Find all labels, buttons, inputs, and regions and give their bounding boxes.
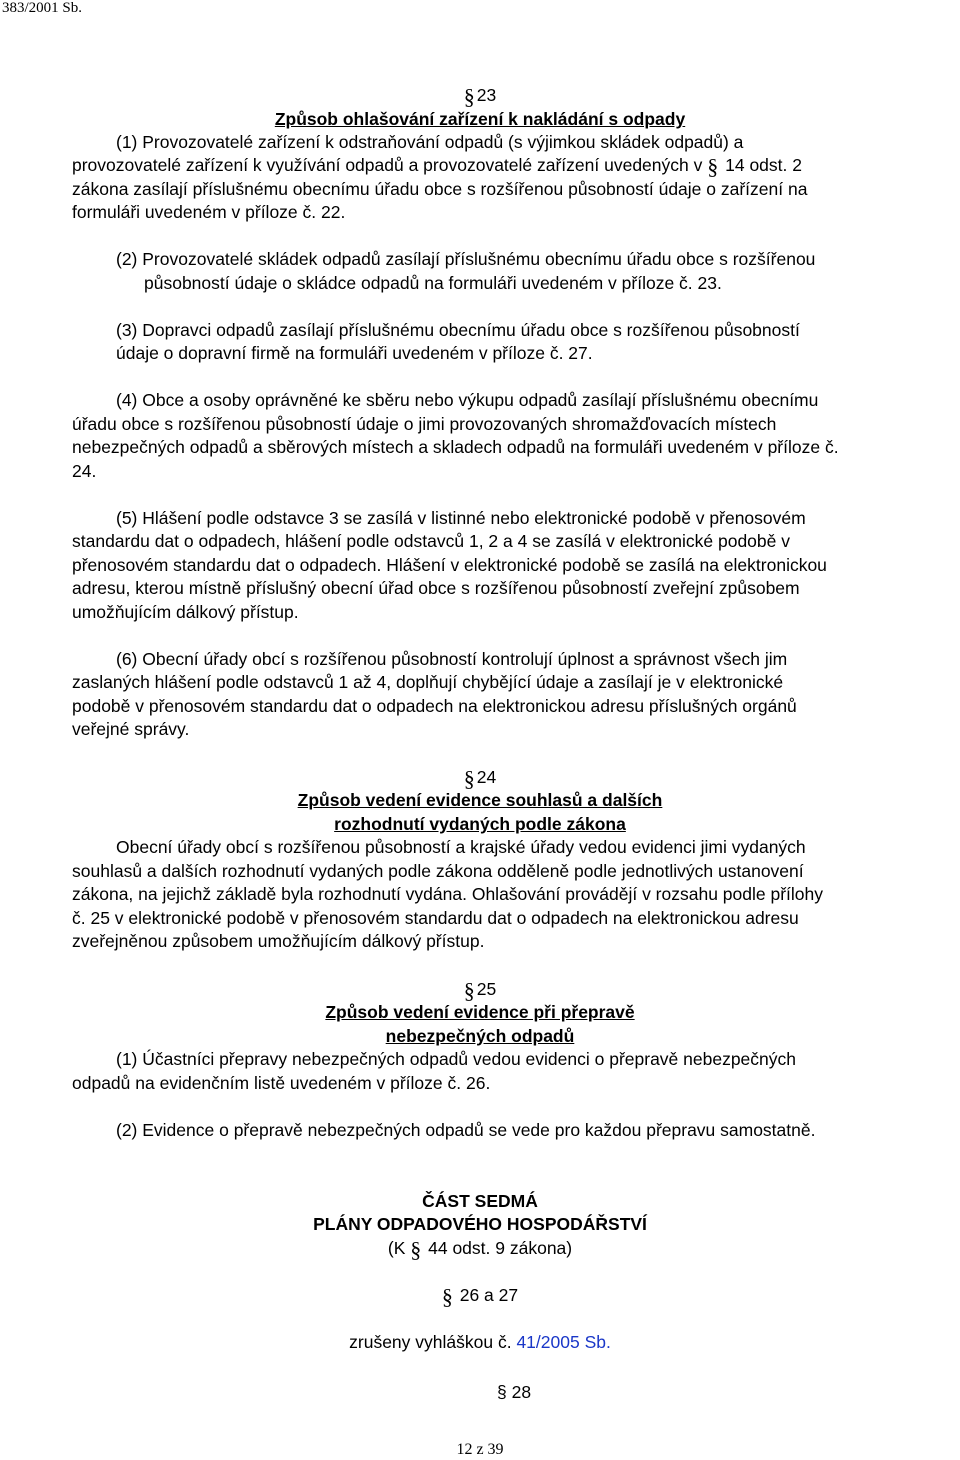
s23-p5-line: standardu dat o odpadech, hlášení podle odstavců 1, 2 a 4 se zasílá v elektronické podobě v <box>72 531 790 551</box>
s23-p6-line: zaslaných hlášení podle odstavců 1 až 4, doplňují chybějící údaje a zasílají je v elektronické <box>72 672 784 692</box>
section-24-title: rozhodnutí vydaných podle zákona <box>334 814 626 834</box>
repealed-sections: § 26 a 27 <box>441 1284 519 1309</box>
s25-p1-line: (1) Účastníci přepravy nebezpečných odpadů vedou evidenci o přepravě nebezpečných <box>116 1049 797 1069</box>
s23-p5-line: umožňujícím dálkový přístup. <box>72 602 299 622</box>
section-symbol: § <box>410 1237 422 1262</box>
s24-body-line: zákona, na jejichž základě byla rozhodnutí vydána. Ohlašování provádějí v rozsahu podle přílohy <box>72 884 824 904</box>
s23-p5-line: přenosovém standardu dat o odpadech. Hlášení v elektronické podobě se zasílá na elektronickou <box>72 555 827 575</box>
section-23-title: Způsob ohlašování zařízení k nakládání s odpady <box>274 109 686 129</box>
part-title: PLÁNY ODPADOVÉHO HOSPODÁŘSTVÍ <box>313 1214 647 1234</box>
s23-p4-line: 24. <box>72 461 97 481</box>
repealing-decree-link[interactable]: 41/2005 Sb. <box>516 1332 611 1352</box>
s24-body-line: Obecní úřady obcí s rozšířenou působností a krajské úřady vedou evidenci jimi vydaných <box>116 837 806 857</box>
s24-body-line: souhlasů a dalších rozhodnutí vydaných podle zákona odděleně podle jednotlivých ustanovení <box>72 861 804 881</box>
part-heading: ČÁST SEDMÁ <box>422 1191 538 1211</box>
s23-p2-line: působností údaje o skládce odpadů na formuláři uvedeném v příloze č. 23. <box>144 273 722 293</box>
section-25-number: § 25 <box>463 978 497 1003</box>
s23-p6-line: podobě v přenosovém standardu dat o odpadech na elektronickou adresu příslušných orgánů <box>72 696 797 716</box>
s23-p1-line: provozovatelé zařízení k využívání odpadů a provozovatelé zařízení uvedených v § 14 odst. 2 <box>72 154 802 179</box>
section-24-title: Způsob vedení evidence souhlasů a dalších <box>297 790 663 810</box>
s23-p2-line: (2) Provozovatelé skládek odpadů zasílají příslušnému obecnímu úřadu obce s rozšířenou <box>116 249 816 269</box>
s23-p6-line: (6) Obecní úřady obcí s rozšířenou působností kontrolují úplnost a správnost všech jim <box>116 649 788 669</box>
section-symbol: § <box>463 766 475 791</box>
s23-p5-line: (5) Hlášení podle odstavce 3 se zasílá v listinné nebo elektronické podobě v přenosovém <box>116 508 806 528</box>
page-number: 12 z 39 <box>456 1441 504 1458</box>
section-24-number: § 24 <box>463 766 497 791</box>
section-symbol: § <box>463 978 475 1003</box>
part-law-reference: (K § 44 odst. 9 zákona) <box>387 1237 573 1262</box>
s23-p5-line: adresu, kterou místně příslušný obecní úřad obce s rozšířenou působností zveřejní způsobem <box>72 578 800 598</box>
section-symbol: § <box>707 154 719 179</box>
s23-p3-line: (3) Dopravci odpadů zasílají příslušnému obecnímu úřadu obce s rozšířenou působností <box>116 320 800 340</box>
s25-p2-line: (2) Evidence o přepravě nebezpečných odpadů se vede pro každou přepravu samostatně. <box>116 1120 816 1140</box>
s23-p4-line: nebezpečných odpadů a sběrových místech a skladech odpadů na formuláři uvedeném v příloze č. <box>72 437 839 457</box>
s23-p3-line: údaje o dopravní firmě na formuláři uvedeném v příloze č. 27. <box>116 343 593 363</box>
repealed-note: zrušeny vyhláškou č. 41/2005 Sb. <box>349 1332 611 1352</box>
section-symbol: § <box>441 1284 453 1309</box>
s23-p1-line: (1) Provozovatelé zařízení k odstraňování odpadů (s výjimkou skládek odpadů) a <box>116 132 744 152</box>
section-23-number: § 23 <box>463 84 497 109</box>
section-symbol: § <box>463 84 475 109</box>
cut-off-next-section: § 28 <box>497 1382 532 1402</box>
section-25-title: Způsob vedení evidence při přepravě <box>325 1002 635 1022</box>
document-reference: 383/2001 Sb. <box>2 0 83 16</box>
s23-p4-line: úřadu obce s rozšířenou působností údaje o jimi provozovaných shromažďovacích místech <box>72 414 777 434</box>
s24-body-line: zveřejněnou způsobem umožňujícím dálkový přístup. <box>72 931 485 951</box>
s23-p4-line: (4) Obce a osoby oprávněné ke sběru nebo výkupu odpadů zasílají příslušnému obecnímu <box>116 390 819 410</box>
s23-p1-line: formuláři uvedeném v příloze č. 22. <box>72 202 346 222</box>
section-25-title: nebezpečných odpadů <box>385 1026 575 1046</box>
s24-body-line: č. 25 v elektronické podobě v přenosovém standardu dat o odpadech na elektronickou adresu <box>72 908 799 928</box>
s23-p1-line: zákona zasílají příslušnému obecnímu úřadu obce s rozšířenou působností údaje o zařízení na <box>72 179 808 199</box>
s23-p6-line: veřejné správy. <box>72 719 190 739</box>
s25-p1-line: odpadů na evidenčním listě uvedeném v příloze č. 26. <box>72 1073 491 1093</box>
